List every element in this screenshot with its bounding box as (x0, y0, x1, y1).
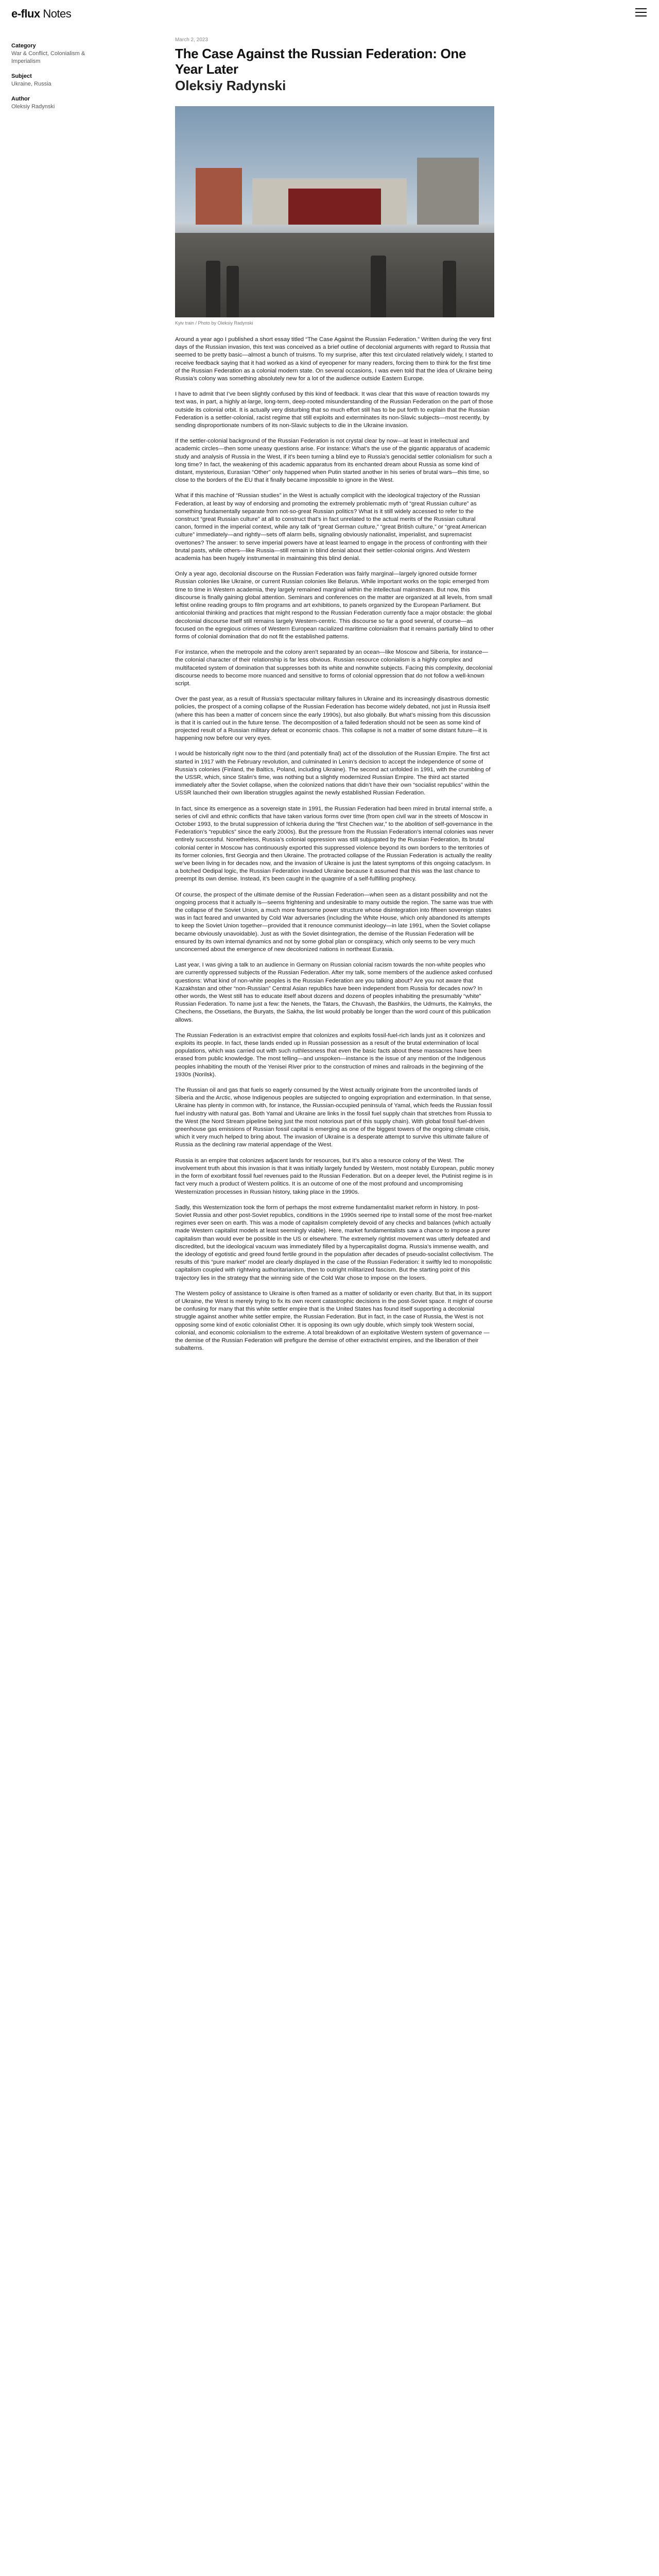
article-body (175, 336, 494, 1360)
article-paragraph: The Russian Federation is an extractivist empire that colonizes and exploits fossil-fuel-rich lands just as it colonizes and exploits its people. In fact, these lands ended up in Russian possession as a result of the brutal extermination of local populations, which was carried out with such ruthlessness that even the basic facts about these massacres have been erased from public knowledge. The most telling—and unspoken—instance is the issue of any mention of the Indigenous peoples inhabiting the mouth of the Yenisei River prior to the construction of mines and railroads in the beginning of the 1930s (Norilsk). (175, 1032, 486, 1078)
article-paragraph: Over the past year, as a result of Russia’s spectacular military failures in Ukraine and its increasingly disastrous domestic policies, the prospect of a coming collapse of the Russian Federation has become widely debated, not just in Russia itself (where this has been a matter of concern since the early 1990s), but also globally. But what’s missing from this discussion is that it is carried out in the future tense. The decomposition of a failed federation should not be seen as some kind of projected result of a Russian military defeat or economic chaos. This collapse is not a matter of some distant future—it is happening now before our very eyes. (175, 696, 491, 742)
subject-value[interactable]: Ukraine, Russia (11, 81, 51, 87)
article-author[interactable]: Oleksiy Radynski (175, 78, 286, 93)
category-value[interactable]: War & Conflict, Colonialism & Imperialism (11, 50, 85, 64)
article-date: March 2, 2023 (175, 37, 208, 43)
article-paragraph: For instance, when the metropole and the colony aren’t separated by an ocean—like Moscow and Siberia, for instance—the colonial character of their relationship is far less obvious. Russian resource colonialism is a highly complex and multifaceted system of domination that suppresses both its white and nonwhite subjects. Facing this complexity, decolonial discourse needs to become more nuanced and sensitive to forms of colonial oppression that do not follow a well-known script. (175, 649, 493, 687)
article-main (175, 37, 494, 1352)
top-bar (0, 0, 659, 25)
category-label: Category (11, 43, 36, 49)
hero-image (175, 106, 494, 317)
article-sidebar (11, 42, 114, 111)
article-paragraph: The Russian oil and gas that fuels so eagerly consumed by the West actually originate from the uncontrolled lands of Siberia and the Arctic, whose Indigenous peoples are subjected to ongoing expropriation and extermination. In that sense, Ukraine has plenty in common with, for instance, the Russian-occupied peninsula of Yamal, which feeds the Russian fossil fuel industry with natural gas. Both Yamal and Ukraine are links in the fossil fuel supply chain that stretches from Russia to the West (the Nord Stream pipeline being just the most notorious part of this supply chain). With global fossil fuel-driven greenhouse gas emissions of Russian fossil capital is emerging as one of the biggest towers of the ongoing climate crisis, which it very much helped to bring about. The invasion of Ukraine is a desperate attempt to survive this ultimate failure of Russia as the declining raw material appendage of the West. (175, 1087, 492, 1148)
subject-label: Subject (11, 73, 32, 79)
article-paragraph: Last year, I was giving a talk to an audience in Germany on Russian colonial racism towards the non-white peoples who are currently oppressed subjects of the Russian Federation. After my talk, some members of the audience asked confused questions: What kind of non-white peoples is the Russian Federation are you talking about? Are you not aware that Kazakhstan and other “non-Russian” Central Asian republics have been independent from Russia for decades now? In other words, the West still has to educate itself about dozens and dozens of peoples inhabiting the presumably “white” Russian Federation. To name just a few: the Nenets, the Tatars, the Chuvash, the Bashkirs, the Udmurts, the Kalmyks, the Chechens, the Ossetians, the Buryats, the Sakha, the list would probably be longer than the word count of this publication allows. (175, 962, 493, 1023)
article-paragraph: Russia is an empire that colonizes adjacent lands for resources, but it’s also a resource colony of the West. The involvement truth about this invasion is that it was initially largely funded by Western, most notably European, public money in the form of exorbitant fossil fuel revenues paid to the Russian Federation. But on a deeper level, the Putinist regime is in fact very much a product of Western politics. It is an outcome of one of the most profound and uncompromising Westernization processes in Russian history, taking place in the 1990s. (175, 1157, 494, 1195)
hero-caption: Kyiv train / Photo by Oleksiy Radynski (175, 320, 253, 326)
article-paragraph: What if this machine of “Russian studies” in the West is actually complicit with the ideological trajectory of the Russian Federation, at least by way of endorsing and promoting the extremely problematic myth of “great Russian culture” as something fundamentally separate from not-so-great Russian politics? What is it still widely accessed to refer to the construct “great Russian culture” at all to construct that’s in fact unrelated to the actual merits of the Russian cultural canon, formed in the imperial context, while any talk of “great German culture,” “great British culture,” or “great American culture” immediately—and rightly—sets off alarm bells, signaling obviously nationalist, imperialist, and supremacist overtones? The answer: to serve imperial powers have at least learned to engage in the process of confronting with their brutal pasts, while others—like Russia—still remain in blind denial about their settler-colonial origins. And Western academia has been hugely instrumental in maintaining this blind denial. (175, 493, 488, 562)
author-label: Author (11, 96, 30, 102)
site-logo[interactable]: e-flux Notes (11, 7, 72, 20)
article-paragraph: Of course, the prospect of the ultimate demise of the Russian Federation—when seen as a distant possibility and not the ongoing process that it actually is—seems frightening and undesirable to many outside the region. The same was true with the collapse of the Soviet Union, a much more fearsome power structure whose disintegration into fifteen sovereign states was in fact feared and unwanted by Cold War adversaries (including the White House, which only abandoned its attempts to keep the Soviet Union together—provided that it renounce communist ideology—in late 1991, when the Soviet collapse became obviously unavoidable). Just as with the Soviet disintegration, the demise of the Russian Federation will be ensured by its own internal dynamics and not by some global plan or conspiracy, which only seems to be very much unconcerned about the emergence of new decolonized nations in northeast Eurasia. (175, 891, 493, 953)
article-paragraph: In fact, since its emergence as a sovereign state in 1991, the Russian Federation had been mired in brutal internal strife, a series of civil and ethnic conflicts that have taken various forms over time (from open civil war in the streets of Moscow in October 1993, to the brutal suppression of Ichkeria during the “first Chechen war,” to the abolition of self-governance in the Federation’s “republics” since the early 2000s). But the pressure from the Russian Federation’s internal colonies was never entirely successful. Nonetheless, Russia’s colonial oppression was still subjugated by the Russian Federation, its brutal colonial center in Moscow has continuously exported this suppressed violence beyond its own borders to the territories of its former colonies, first Georgia and then Ukraine. The protracted collapse of the Russian Federation is actually the reality we’ve been living in for decades now, and the invasion of Ukraine is just the latest symptoms of this ongoing cataclysm. In a botched Oedipal logic, the Russian Federation invaded Ukraine because it assumed that this was the last chance to preempt its own demise. Instead, it’s been caught in the quagmire of a self-fulfilling prophecy. (175, 805, 494, 883)
article-title: The Case Against the Russian Federation: One Year Later (175, 46, 466, 77)
article-paragraph: I have to admit that I’ve been slightly confused by this kind of feedback. It was clear that this wave of reaction towards my text was, in part, a highly at-large, long-term, deep-rooted misunderstanding of the Russian Federation on the part of those outside its colonial orbit. It is actually very disturbing that so much effort still has to be put forth to explain that the Russian Federation is a settler-colonial, racist regime that still exploits and exterminates its non-Slavic subjects—most recently, by sending disproportionate numbers of its non-Slavic subjects to die in the Ukraine invasion. (175, 391, 493, 429)
article-paragraph: If the settler-colonial background of the Russian Federation is not crystal clear by now—at least in intellectual and academic circles—then some uneasy questions arise. For instance: What’s the use of the gigantic apparatus of academic study and analysis of Russia in the West, if it’s been turning a blind eye to Russia’s genocidal settler colonialism for such a long time? In fact, the weakening of this academic apparatus from its enchanted dream about Russia as some kind of distant, mysterious, Eurasian “Other” only happened when Putin started another in his series of brutal wars—this time, so close to the borders of the EU that it finally became impossible to ignore in the West. (175, 438, 492, 484)
menu-icon[interactable] (635, 8, 647, 16)
article-paragraph: Sadly, this Westernization took the form of perhaps the most extreme fundamentalist market reform in history. In post-Soviet Russia and other post-Soviet republics, conditions in the 1990s seemed ripe to install some of the most free-market regimes ever seen on earth. This was a mode of capitalism completely devoid of any checks and balances (which actually made Western capitalist models at least seemingly viable). Here, market fundamentalists saw a chance to impose a purer capitalism than would ever be possible in the US or elsewhere. The extremely rightist movement was utterly defeated and discredited, but the ideological vacuum was immediately filled by a hypercapitalist dogma. Russia’s immense wealth, and the ideology of egotistic and greed found fertile ground in the population after decades of pseudo-socialist collectivism. The results of this “pure market” model are clearly displayed in the case of the Russian Federation: it swiftly led to monopolistic capitalism coupled with rightwing authoritarianism, then to outright militarized fascism. But the starting point of this trajectory lies in the strategy that the winning side of the Cold War chose to impose on the losers. (175, 1204, 494, 1281)
article-paragraph: The Western policy of assistance to Ukraine is often framed as a matter of solidarity or even charity. But that, in its support of Ukraine, the West is merely trying to fix its own recent catastrophic decisions in the post-Soviet space. It might of course be confusing for many that this white settler empire that is the United States has found itself supporting a decolonial struggle against another white settler empire, the Russian Federation. But in fact, in the case of Russia, the West is not opposing some kind of exotic colonialist Other. It is opposing its own ugly double, which simply took Western social, colonial, and economic colonialism to the extreme. A total breakdown of an exploitative Western system of governance — the demise of the Russian Federation will prefigure the demise of other extractivist empires, and the liberation of their subalterns. (175, 1290, 493, 1352)
author-value[interactable]: Oleksiy Radynski (11, 104, 55, 110)
article-paragraph: I would be historically right now to the third (and potentially final) act of the dissolution of the Russian Empire. The first act started in 1917 with the February revolution, and culminated in Lenin’s decision to accept the independence of some of Russia’s colonies (Finland, the Baltics, Poland, including Ukraine). The second act unfolded in 1991, with the crumbling of the USSR, which, since Stalin’s time, was nothing but a slightly modernized Russian Empire. The third act started immediately after the Soviet collapse, when the colonized nations that didn’t have their own “socialist republics” within the USSR launched their own liberation struggles against the newly established Russian Federation. (175, 751, 491, 796)
article-paragraph: Around a year ago I published a short essay titled “The Case Against the Russian Federation.” Written during the very first days of the Russian invasion, this text was conceived as a brief outline of decolonial arguments with regard to Russia that seemed to be pretty basic—almost a bunch of truisms. To my surprise, after this text circulated relatively widely, I started to receive feedback saying that it had worked as a kind of eyeopener for many readers, forcing them to think for the first time of the Russian Federation as a colonial modern state. On several occasions, I was even told that the idea of Ukraine being Russia’s colony was something absolutely new for a lot of the audience outside Eastern Europe. (175, 336, 493, 382)
article-paragraph: Only a year ago, decolonial discourse on the Russian Federation was fairly marginal—largely ignored outside former Russian colonies like Ukraine, or current Russian colonies like Belarus. While important works on the topic emerged from time to time in Western academia, they largely remained marginal within the intellectual mainstream. But now, this discourse is finally gaining global attention. Seminars and conferences on the matter are organized at all levels, from small leftist online reading groups to film programs and art exhibitions, to panels organized by the European Parliament. But anticolonial thinking and practices that might respond to the Russian Federation currently face a major obstacle: the global decolonial discourse itself still remains largely Western-centric. This discourse so far a good several, of course—as focused on the egregious crimes of Western European racialized maritime colonialism that it remains partially blind to other forms of colonial domination that do not fit the established patterns. (175, 571, 494, 640)
